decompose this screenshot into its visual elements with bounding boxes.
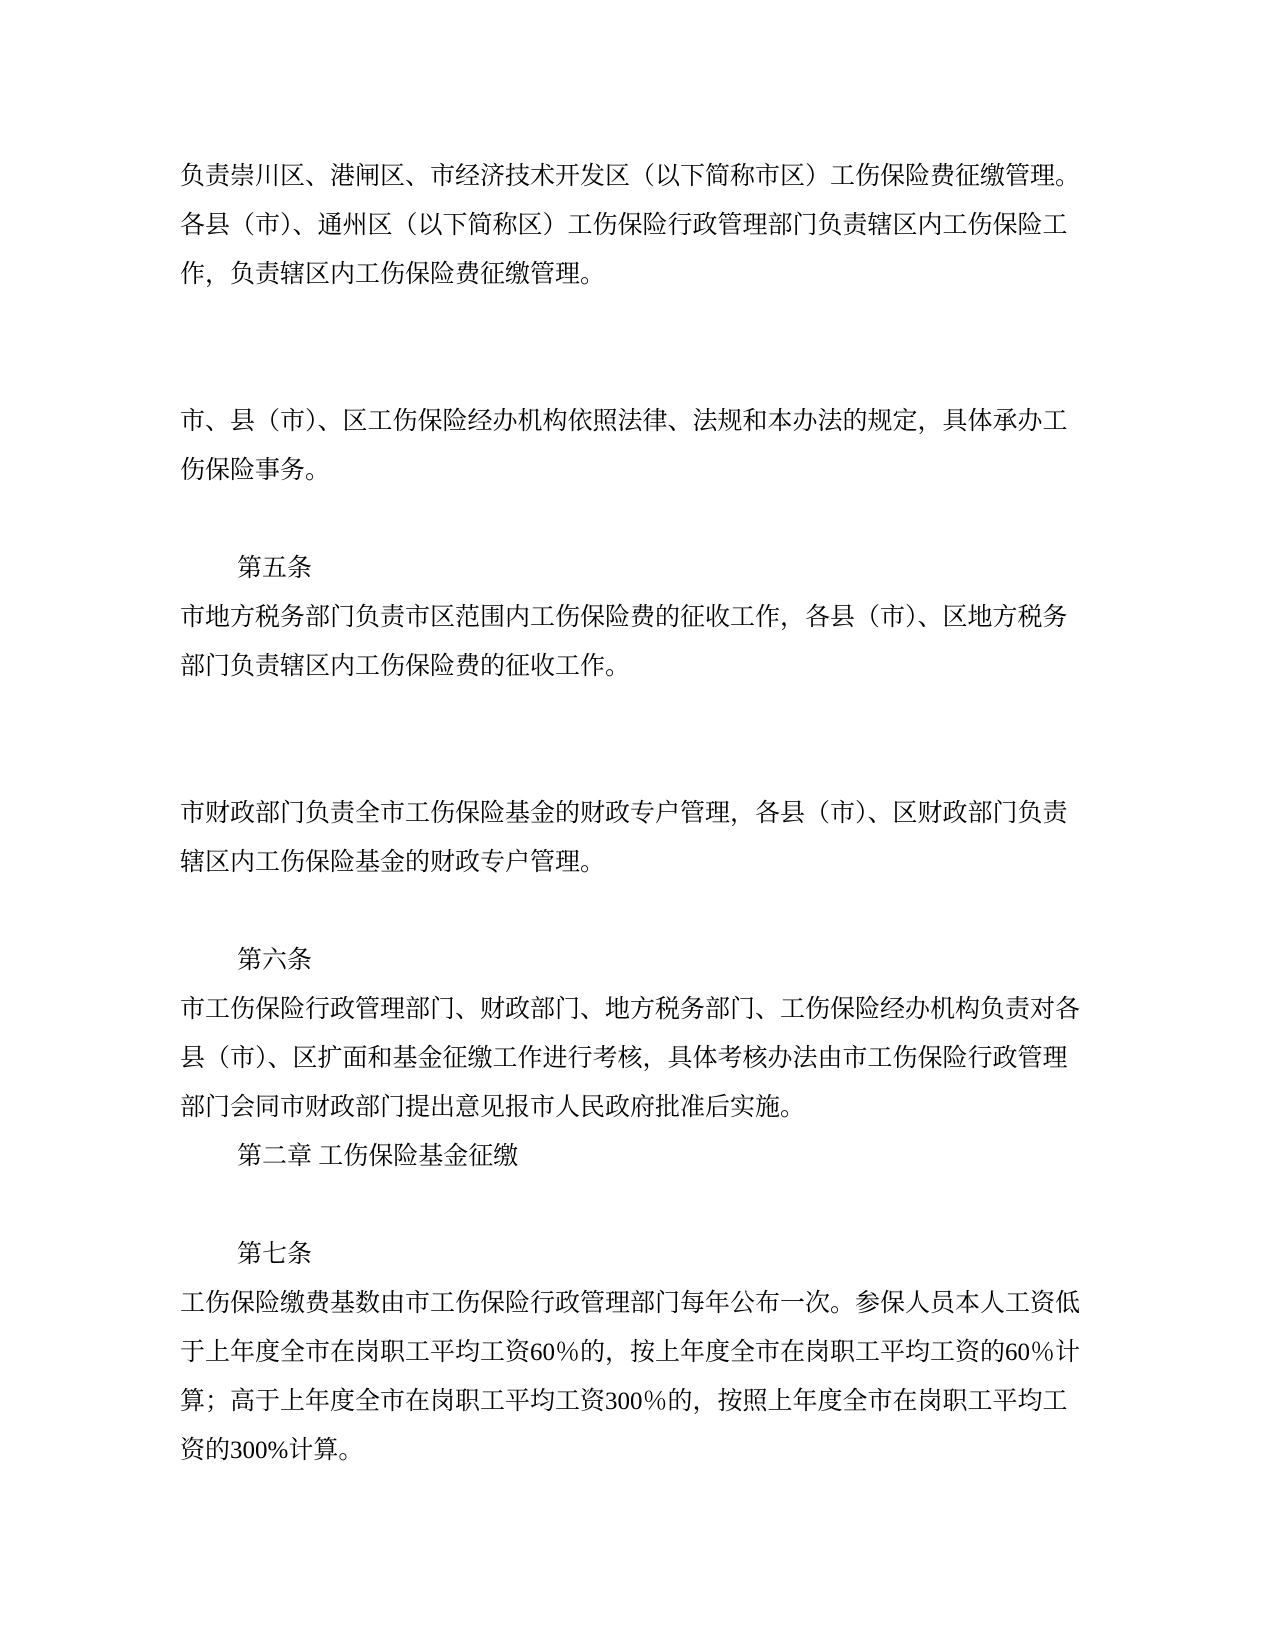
body-paragraph: 负责崇川区、港闸区、市经济技术开发区（以下简称市区）工伤保险费征缴管理。各县（市）、通州区（以下简称区）工伤保险行政管理部门负责辖区内工伤保险工作，负责辖区内工伤保险费征缴管理。 [180,163,1081,288]
clause-heading-article-6: 第六条 [237,947,313,974]
chapter-heading-chapter-2: 第二章 工伤保险基金征缴 [237,1143,519,1170]
body-paragraph: 市财政部门负责全市工伤保险基金的财政专户管理，各县（市）、区财政部门负责辖区内工伤保险基金的财政专户管理。 [180,800,1068,876]
body-paragraph: 市、县（市）、区工伤保险经办机构依照法律、法规和本办法的规定，具体承办工伤保险事务。 [180,408,1068,484]
body-paragraph: 市工伤保险行政管理部门、财政部门、地方税务部门、工伤保险经办机构负责对各县（市）、区扩面和基金征缴工作进行考核，具体考核办法由市工伤保险行政管理部门会同市财政部门提出意见报市人民政府批准后实施。 [180,996,1081,1121]
body-paragraph: 工伤保险缴费基数由市工伤保险行政管理部门每年公布一次。参保人员本人工资低于上年度全市在岗职工平均工资60％的，按上年度全市在岗职工平均工资的60％计算；高于上年度全市在岗职工平均工资300％的，按照上年度全市在岗职工平均工资的300%计算。 [180,1290,1081,1464]
clause-heading-article-7: 第七条 [237,1241,313,1268]
document-body [180,152,1085,1475]
body-paragraph: 市地方税务部门负责市区范围内工伤保险费的征收工作，各县（市）、区地方税务部门负责辖区内工伤保险费的征收工作。 [180,604,1068,680]
clause-heading-article-5: 第五条 [237,555,313,582]
